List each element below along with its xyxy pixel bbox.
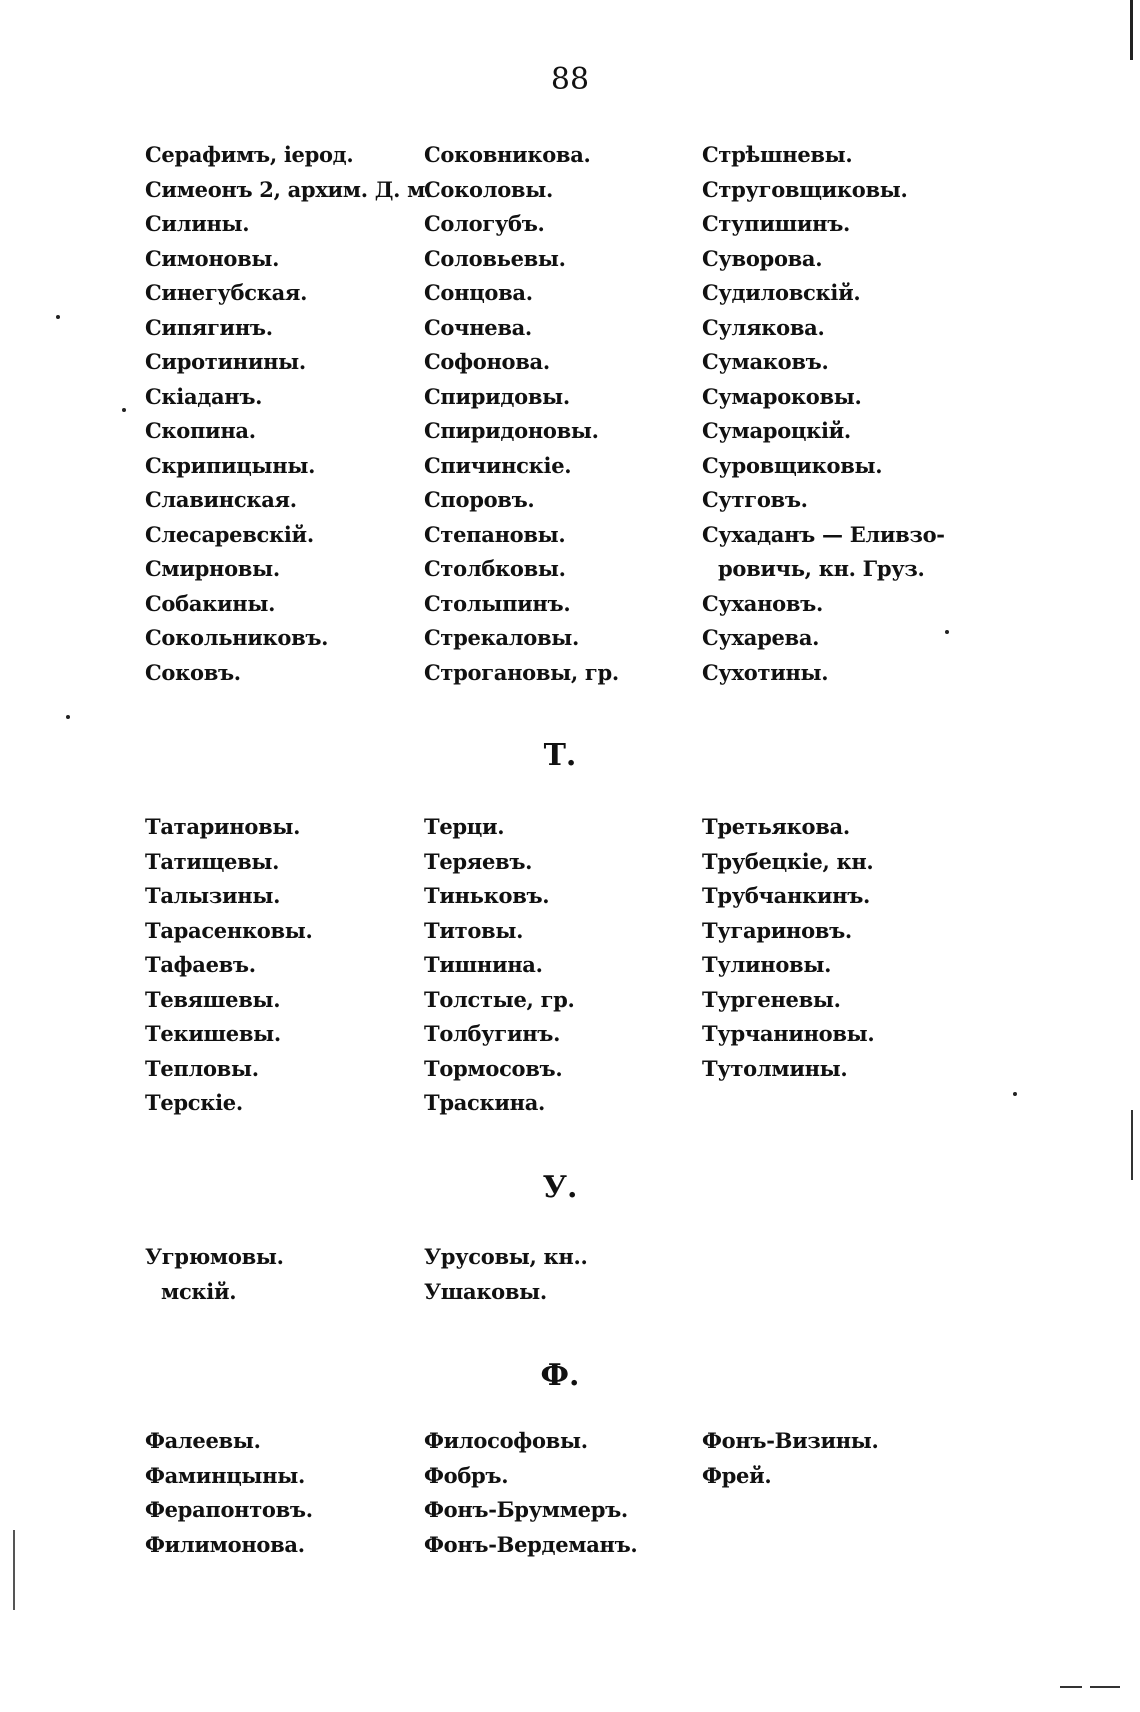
list-item: Смирновы. (145, 556, 280, 581)
list-item: Суровщиковы. (702, 452, 883, 478)
list-item: Тепловы. (145, 1055, 259, 1081)
list-item: Суворова. (702, 245, 823, 271)
list-item: Титовы. (424, 917, 524, 943)
list-item: Столбковы. (424, 556, 566, 581)
section-f-column-3 (702, 1424, 879, 1493)
list-item: Скопина. (145, 418, 256, 443)
section-u-column-2 (424, 1240, 588, 1309)
list-item: Тормосовъ. (424, 1055, 563, 1081)
list-item: Фаминцыны. (145, 1462, 306, 1488)
list-item: Сонцова. (424, 280, 533, 305)
list-item: Терци. (424, 814, 505, 839)
scan-speck (122, 408, 126, 412)
scan-speck (945, 630, 949, 634)
list-item: Строгановы, гр. (424, 659, 619, 685)
list-item: Слесаревскій. (145, 521, 314, 547)
list-item: Талызины. (145, 883, 281, 908)
list-item: Синегубская. (145, 280, 308, 305)
list-item: мскій. (161, 1278, 237, 1304)
list-item: Спичинскіе. (424, 452, 572, 478)
list-item: Текишевы. (145, 1021, 281, 1046)
list-item: Толбугинъ. (424, 1021, 561, 1046)
list-item: Славинская. (145, 487, 297, 512)
list-item: Сиротинины. (145, 349, 306, 374)
list-item: Урусовы, кн.. (424, 1244, 588, 1269)
list-item: Сутговъ. (702, 487, 808, 512)
list-item: Стрѣшневы. (702, 142, 853, 167)
list-item: Тафаевъ. (145, 952, 256, 977)
section-s-column-2 (424, 138, 619, 690)
list-item: Сухарева. (702, 625, 820, 650)
section-f-heading: Ф. (540, 1358, 580, 1393)
section-t-column-1 (145, 810, 313, 1121)
section-s-column-3 (702, 138, 945, 690)
list-item: Трубчанкинъ. (702, 883, 871, 908)
section-u-column-1 (145, 1240, 284, 1309)
list-item: Соковъ. (145, 659, 241, 685)
list-item: Философовы. (424, 1428, 588, 1453)
list-item-continuation: ровичь, кн. Груз. (718, 556, 925, 581)
list-item: Сумароцкій. (702, 418, 851, 443)
list-item: Фрей. (702, 1462, 772, 1488)
list-item: Фонъ-Вердеманъ. (424, 1531, 638, 1557)
scan-speck (56, 315, 60, 319)
section-u-heading: У. (542, 1170, 578, 1205)
list-item: Ушаковы. (424, 1278, 547, 1304)
list-item: Струговщиковы. (702, 176, 908, 202)
list-item: Скіаданъ. (145, 383, 263, 409)
list-item: Тишнина. (424, 952, 543, 977)
list-item: Третьякова. (702, 814, 850, 839)
list-item: Соловьевы. (424, 245, 566, 271)
section-t-column-3 (702, 810, 874, 1086)
scan-speck (66, 715, 70, 719)
list-item: Ступишинъ. (702, 211, 851, 236)
scan-edge-line (1130, 0, 1133, 60)
list-item: Фонъ-Бруммеръ. (424, 1497, 628, 1522)
list-item: Скрипицыны. (145, 452, 316, 478)
list-item: Угрюмовы. (145, 1244, 284, 1269)
list-item: Фонъ-Визины. (702, 1428, 879, 1453)
list-item: Теряевъ. (424, 848, 533, 874)
section-t-column-2 (424, 810, 575, 1121)
list-item: Татищевы. (145, 848, 280, 874)
list-item: Сулякова. (702, 314, 825, 340)
list-item: Сокольниковъ. (145, 625, 329, 650)
list-item: Спиридоновы. (424, 418, 599, 443)
list-item: Силины. (145, 211, 250, 236)
list-item: Фобръ. (424, 1462, 509, 1488)
scan-edge-mark (13, 1530, 15, 1610)
list-item: Сологубъ. (424, 211, 545, 236)
list-item: Турчаниновы. (702, 1021, 875, 1046)
section-f-column-2 (424, 1424, 637, 1562)
section-t-heading: Т. (543, 738, 577, 773)
list-item: Сухотины. (702, 659, 829, 685)
list-item: Тиньковъ. (424, 883, 550, 908)
list-item: Татариновы. (145, 814, 301, 839)
list-item: Терскіе. (145, 1090, 243, 1115)
list-item: Степановы. (424, 521, 566, 547)
scan-bottom-dash (1060, 1686, 1082, 1688)
list-item: Сухаданъ — Еливзо- (702, 521, 945, 547)
scan-edge-mark (1131, 1110, 1133, 1180)
scan-bottom-dash (1090, 1686, 1120, 1688)
list-item: Тулиновы. (702, 952, 832, 977)
list-item: Фалеевы. (145, 1428, 261, 1453)
list-item: Спиридовы. (424, 383, 570, 409)
list-item: Трубецкіе, кн. (702, 848, 874, 874)
scan-speck (1013, 1092, 1017, 1096)
list-item: Филимонова. (145, 1531, 305, 1557)
list-item: Судиловскій. (702, 280, 861, 305)
section-s-column-1 (145, 138, 432, 690)
list-item: Стрекаловы. (424, 625, 580, 650)
list-item: Толстые, гр. (424, 986, 575, 1012)
list-item: Сухановъ. (702, 590, 823, 616)
list-item: Сумароковы. (702, 383, 862, 409)
list-item: Тургеневы. (702, 986, 841, 1012)
section-f-column-1 (145, 1424, 313, 1562)
page-number: 88 (550, 62, 590, 97)
list-item: Тевяшевы. (145, 986, 281, 1012)
list-item: Сочнева. (424, 314, 532, 340)
list-item: Собакины. (145, 590, 276, 616)
list-item: Тутолмины. (702, 1055, 848, 1081)
list-item: Соколовы. (424, 176, 553, 202)
list-item: Столыпинъ. (424, 590, 571, 616)
list-item: Ферапонтовъ. (145, 1497, 313, 1522)
list-item: Споровъ. (424, 487, 535, 512)
list-item: Серафимъ, іерод. (145, 142, 354, 167)
list-item: Симеонъ 2, архим. Д. м. (145, 176, 433, 202)
list-item: Симоновы. (145, 245, 280, 271)
list-item: Софонова. (424, 349, 550, 374)
list-item: Сумаковъ. (702, 349, 829, 374)
list-item: Тугариновъ. (702, 917, 852, 943)
list-item: Траскина. (424, 1090, 546, 1115)
list-item: Тарасенковы. (145, 917, 313, 943)
list-item: Соковникова. (424, 142, 591, 167)
list-item: Сипягинъ. (145, 314, 273, 340)
